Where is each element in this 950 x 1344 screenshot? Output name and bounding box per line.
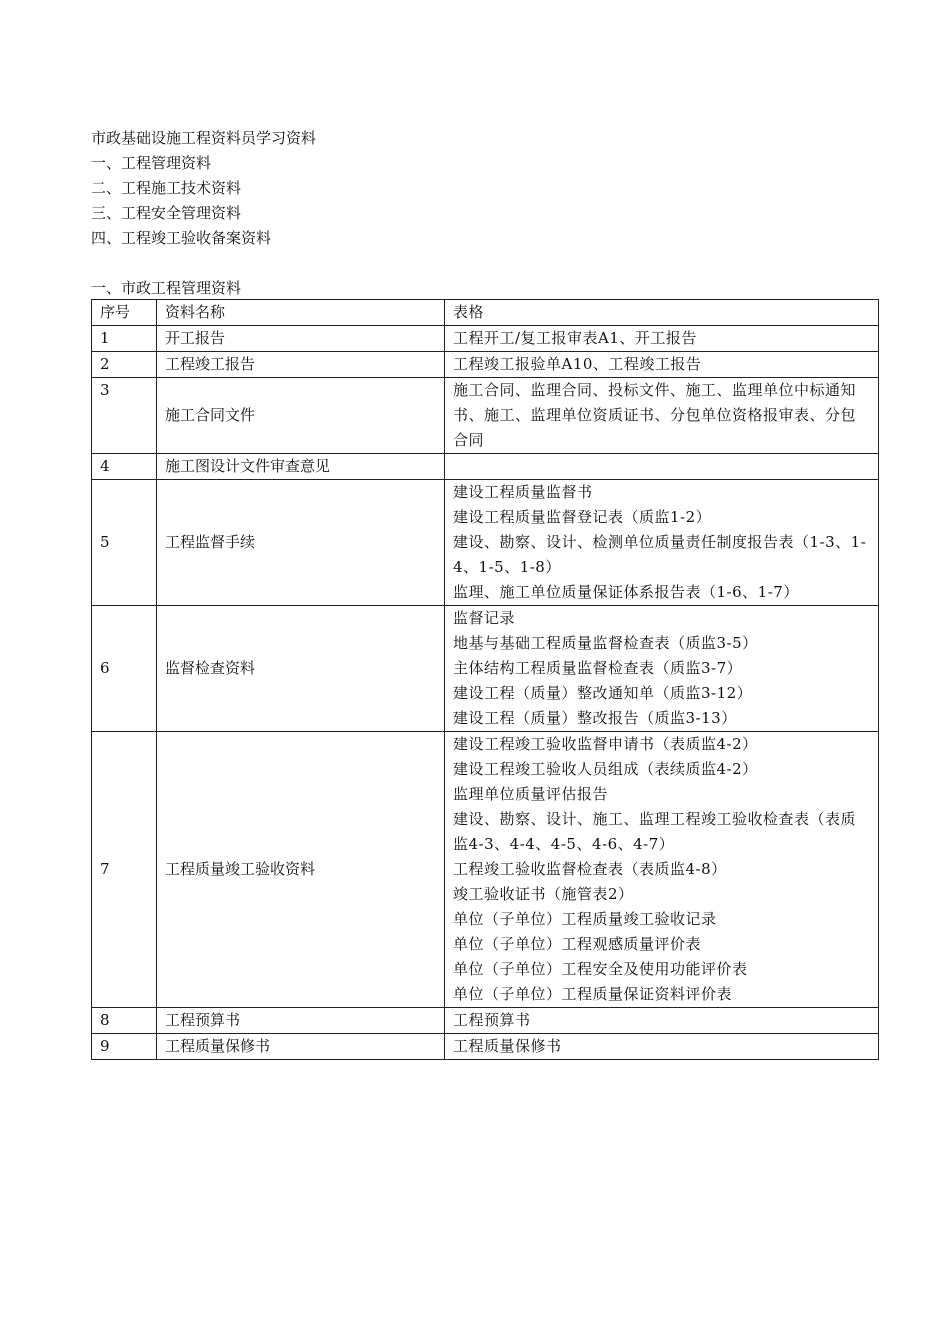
row-name: 施工图设计文件审查意见 [157,454,445,480]
table-row [92,606,879,732]
form-line: 建设工程质量监督书 [453,483,593,501]
row-forms [445,1034,879,1060]
table-row [92,326,879,352]
row-no: 3 [92,378,157,454]
outline-item: 一、工程管理资料 [91,154,212,172]
row-forms [445,326,879,352]
form-line: 工程竣工验收监督检查表（表质监4-8） [453,860,727,878]
row-name: 监督检查资料 [157,606,445,732]
document-intro [91,126,316,251]
row-no: 9 [92,1034,157,1060]
header-name: 资料名称 [157,300,445,326]
form-line: 建设、勘察、设计、检测单位质量责任制度报告表（1-3、1-4、1-5、1-8） [453,533,867,576]
row-no: 4 [92,454,157,480]
form-line: 工程预算书 [453,1011,531,1029]
row-no: 2 [92,352,157,378]
row-name: 工程竣工报告 [157,352,445,378]
table-row [92,352,879,378]
row-no: 1 [92,326,157,352]
form-line: 单位（子单位）工程质量保证资料评价表 [453,985,733,1003]
form-line [453,454,870,479]
row-name: 工程预算书 [157,1008,445,1034]
row-forms [445,454,879,480]
table-header-row [92,300,879,326]
row-no: 8 [92,1008,157,1034]
row-forms [445,378,879,454]
form-line: 建设工程竣工验收监督申请书（表质监4-2） [453,735,758,753]
form-line: 监督记录 [453,609,516,627]
form-line: 建设工程质量监督登记表（质监1-2） [453,508,712,526]
row-name: 开工报告 [157,326,445,352]
outline-item: 二、工程施工技术资料 [91,179,242,197]
table-row [92,1008,879,1034]
row-forms [445,732,879,1008]
form-line: 地基与基础工程质量监督检查表（质监3-5） [453,634,758,652]
row-forms [445,352,879,378]
form-line: 监理单位质量评估报告 [453,785,609,803]
row-name: 施工合同文件 [157,378,445,454]
row-name: 工程质量保修书 [157,1034,445,1060]
form-line: 主体结构工程质量监督检查表（质监3-7） [453,659,743,677]
table-row [92,454,879,480]
outline-item: 三、工程安全管理资料 [91,204,242,222]
row-name: 工程监督手续 [157,480,445,606]
outline-item: 四、工程竣工验收备案资料 [91,229,272,247]
management-docs-table [91,299,879,1060]
table-row [92,1034,879,1060]
form-line: 监理、施工单位质量保证体系报告表（1-6、1-7） [453,583,799,601]
header-forms: 表格 [445,300,879,326]
form-line: 工程开工/复工报审表A1、开工报告 [453,329,697,347]
row-no: 6 [92,606,157,732]
form-line: 单位（子单位）工程质量竣工验收记录 [453,910,717,928]
table-row [92,378,879,454]
form-line: 单位（子单位）工程观感质量评价表 [453,935,702,953]
row-forms [445,1008,879,1034]
form-line: 工程竣工报验单A10、工程竣工报告 [453,355,702,373]
row-forms [445,480,879,606]
form-line: 建设工程竣工验收人员组成（表续质监4-2） [453,760,758,778]
form-line: 单位（子单位）工程安全及使用功能评价表 [453,960,748,978]
table-row [92,732,879,1008]
form-line: 建设、勘察、设计、施工、监理工程竣工验收检查表（表质监4-3、4-4、4-5、4-6、4-7） [453,810,857,853]
form-line: 工程质量保修书 [453,1037,562,1055]
row-forms [445,606,879,732]
row-no: 5 [92,480,157,606]
form-line: 建设工程（质量）整改通知单（质监3-12） [453,684,753,702]
document-title: 市政基础设施工程资料员学习资料 [91,129,317,147]
section-title: 一、市政工程管理资料 [91,279,242,297]
row-no: 7 [92,732,157,1008]
form-line: 建设工程（质量）整改报告（质监3-13） [453,709,737,727]
row-name: 工程质量竣工验收资料 [157,732,445,1008]
form-line: 施工合同、监理合同、投标文件、施工、监理单位中标通知书、施工、监理单位资质证书、分包单位资格报审表、分包合同 [453,381,857,449]
header-no: 序号 [92,300,157,326]
form-line: 竣工验收证书（施管表2） [453,885,634,903]
table-row [92,480,879,606]
